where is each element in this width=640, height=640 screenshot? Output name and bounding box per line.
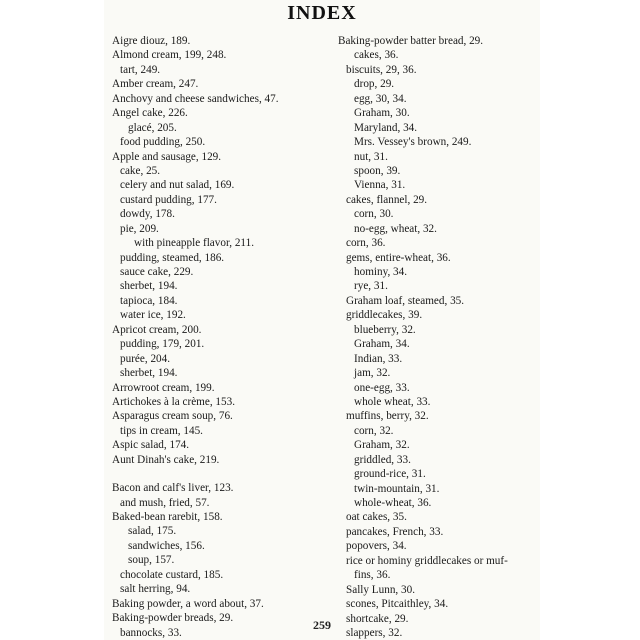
index-entry: whole-wheat, 36. <box>354 497 432 509</box>
index-column-right <box>338 34 538 640</box>
index-entry: water ice, 192. <box>120 309 186 322</box>
index-entry: tapioca, 184. <box>120 294 178 307</box>
index-entry: oat cakes, 35. <box>346 511 407 524</box>
index-entry: muffins, berry, 32. <box>346 410 429 423</box>
index-entry: and mush, fried, 57. <box>120 496 210 509</box>
index-entry: Graham, 32. <box>354 439 410 452</box>
index-entry: spoon, 39. <box>354 164 401 177</box>
index-entry: sauce cake, 229. <box>120 266 194 278</box>
index-entry: cakes, flannel, 29. <box>346 193 428 206</box>
index-entry: glacé, 205. <box>128 121 177 134</box>
index-entry: food pudding, 250. <box>120 136 206 149</box>
index-entry: biscuits, 29, 36. <box>346 63 417 76</box>
index-entry: cake, 25. <box>120 164 161 177</box>
index-entry: Graham, 34. <box>354 338 410 351</box>
index-entry: Artichokes à la crème, 153. <box>112 395 236 408</box>
index-entry: sandwiches, 156. <box>128 539 205 552</box>
index-entry: chocolate custard, 185. <box>120 568 224 581</box>
index-entry: slappers, 32. <box>346 626 403 639</box>
index-entry: rye, 31. <box>354 280 388 293</box>
index-entry: Aspic salad, 174. <box>112 439 190 452</box>
index-entry: whole wheat, 33. <box>354 395 431 408</box>
index-entry: tart, 249. <box>120 63 161 76</box>
index-entry: one-egg, 33. <box>354 381 410 394</box>
index-entry: Mrs. Vessey's brown, 249. <box>354 136 472 149</box>
index-column-left <box>112 34 332 640</box>
index-entry: Apple and sausage, 129. <box>112 150 222 163</box>
index-entry: scones, Pitcaithley, 34. <box>346 598 449 611</box>
index-entry: twin-mountain, 31. <box>354 482 440 495</box>
index-entry: griddlecakes, 39. <box>346 309 423 322</box>
book-page <box>104 0 540 640</box>
index-entry: sherbet, 194. <box>120 367 178 380</box>
index-entry: with pineapple flavor, 211. <box>134 237 254 250</box>
index-entry: drop, 29. <box>354 78 395 91</box>
index-entry: salt herring, 94. <box>120 583 191 596</box>
index-entry: purée, 204. <box>120 352 171 365</box>
index-entry: Bacon and calf's liver, 123. <box>112 482 234 495</box>
index-entry: egg, 30, 34. <box>354 92 407 105</box>
index-entry: Baked-bean rarebit, 158. <box>112 511 223 523</box>
index-entry: salad, 175. <box>128 525 177 538</box>
index-entry: pancakes, French, 33. <box>346 525 444 538</box>
index-entry: custard pudding, 177. <box>120 193 217 206</box>
index-entry: Apricot cream, 200. <box>112 323 202 336</box>
index-entry: pudding, steamed, 186. <box>120 251 225 264</box>
index-entry: Angel cake, 226. <box>112 107 188 120</box>
index-entry: Anchovy and cheese sandwiches, 47. <box>112 92 279 105</box>
section-gap <box>112 467 332 481</box>
index-entry: hominy, 34. <box>354 266 408 278</box>
index-entry: Arrowroot cream, 199. <box>112 381 215 394</box>
page-number: 259 <box>313 618 331 632</box>
index-entry: Baking powder, a word about, 37. <box>112 597 264 610</box>
index-entry: bannocks, 33. <box>120 626 182 639</box>
index-entry: Amber cream, 247. <box>112 78 199 91</box>
index-entry: fins, 36. <box>354 569 391 582</box>
index-entry: Baking-powder breads, 29. <box>112 612 234 625</box>
index-entry: Vienna, 31. <box>354 179 406 192</box>
index-entry: ground-rice, 31. <box>354 468 426 481</box>
index-entry: Maryland, 34. <box>354 121 418 134</box>
index-entry: nut, 31. <box>354 150 388 163</box>
index-entry: Graham loaf, steamed, 35. <box>346 294 465 307</box>
index-entry: corn, 30. <box>354 208 394 221</box>
index-entry: corn, 32. <box>354 424 394 437</box>
index-entry: Indian, 33. <box>354 352 403 365</box>
index-entry: soup, 157. <box>128 554 175 567</box>
index-entry: blueberry, 32. <box>354 323 416 336</box>
index-entry: Asparagus cream soup, 76. <box>112 410 233 423</box>
index-entry: Aunt Dinah's cake, 219. <box>112 453 220 466</box>
index-entry: celery and nut salad, 169. <box>120 179 235 192</box>
index-entry: griddled, 33. <box>354 453 411 466</box>
index-entry: jam, 32. <box>354 367 391 380</box>
index-entry: Graham, 30. <box>354 107 410 120</box>
index-entry: rice or hominy griddlecakes or muf- <box>346 554 508 567</box>
index-entry: Sally Lunn, 30. <box>346 583 415 596</box>
index-entry: cakes, 36. <box>354 49 399 62</box>
index-entry: dowdy, 178. <box>120 208 175 221</box>
index-entry: shortcake, 29. <box>346 612 409 625</box>
index-entry: Aigre diouz, 189. <box>112 35 191 47</box>
index-entry: gems, entire-wheat, 36. <box>346 251 451 264</box>
index-entry: sherbet, 194. <box>120 280 178 293</box>
index-entry: no-egg, wheat, 32. <box>354 222 437 235</box>
index-entry: tips in cream, 145. <box>120 424 203 437</box>
index-entry: pie, 209. <box>120 222 159 235</box>
index-entry: Baking-powder batter bread, 29. <box>338 35 484 47</box>
index-entry: pudding, 179, 201. <box>120 338 205 351</box>
page-title: INDEX <box>287 2 357 24</box>
index-entry: Almond cream, 199, 248. <box>112 49 227 62</box>
index-entry: popovers, 34. <box>346 540 407 553</box>
index-entry: corn, 36. <box>346 237 386 250</box>
